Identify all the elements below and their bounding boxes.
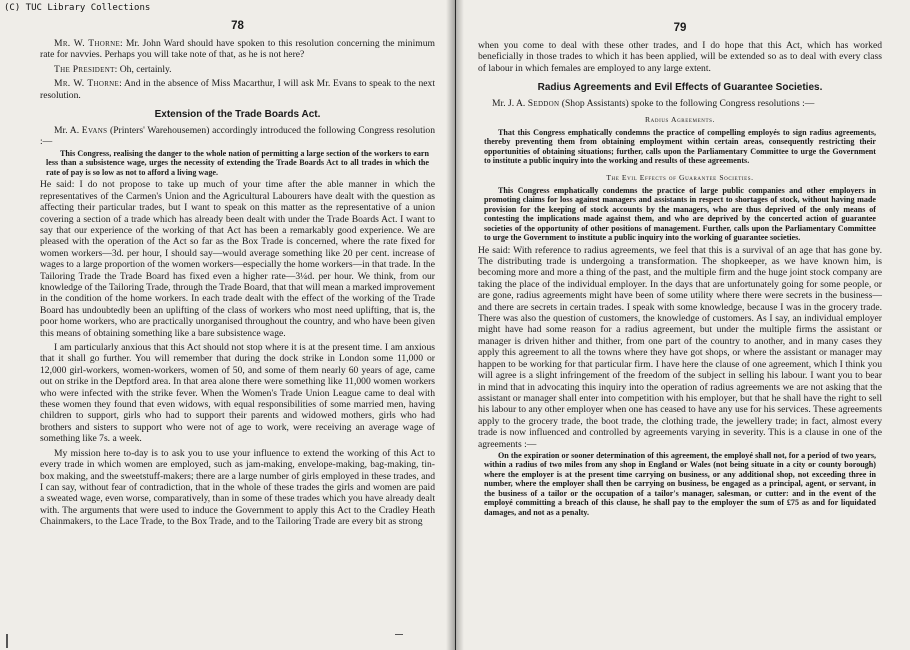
speaker-name: Seddon <box>527 98 560 110</box>
scan-margin-mark <box>395 634 403 635</box>
speaker-name: Mr. W. Thorne <box>54 38 121 49</box>
paragraph-thorne-2 <box>40 78 435 101</box>
paragraph-president <box>40 64 435 75</box>
speaker-prefix: Mr. J. A. <box>492 98 526 110</box>
resolution-radius-agreements: That this Congress emphatically condemns the practice of compelling employés to sign radius agreements, thereby preventing them from obtaining employment within certain areas, consequently restricting their opportunities of obtaining situations; further, calls upon the Parliamentary Committee to urge the Government to institute a public inquiry into the working and results of these agreements. <box>484 127 876 166</box>
agreement-clause-quote: On the expiration or sooner determination of this agreement, the employé shall not, for a period of two years, within a radius of two miles from any shop in England or Wales (not being situate in a city or county borough) where the employer is at the present time carrying on business, or any additional shop, not exceeding three in number, where the employer shall then be carrying on business, be engaged as a principal, agent, or servant, in the business of a tailor or the occupation of a tailor's manager, salesman, or cutter: and in the event of the employé committing a breach of this clause, he shall pay to the employer the sum of £75 as and for liquidated damages, and not as a penalty. <box>484 450 876 517</box>
speaker-name: Evans <box>81 125 108 137</box>
paragraph-text: (Shop Assistants) spoke to the following Congress resolutions :— <box>559 98 815 110</box>
speaker-name: Mr. W. Thorne <box>54 78 120 90</box>
section-heading-trade-boards: Extension of the Trade Boards Act. <box>154 109 321 121</box>
paragraph-text: : Mr. John Ward should have spoken to this resolution concerning the minimum rate for navvies. Perhaps you will take note of that, as he is not here? <box>40 38 435 61</box>
paragraph-text: (Printers' Warehousemen) accordingly introduced the following Congress resolution :— <box>40 125 435 148</box>
copyright-notice: (C) TUC Library Collections <box>4 3 151 13</box>
paragraph-continuation: when you come to deal with these other trades, and I do hope that this Act, which has worked beneficially in those trades to which it has been applied, will be extended so as to deal with every class of labour in which females are employed to any large extent. <box>478 40 882 74</box>
paragraph-text: : And in the absence of Miss Macarthur, I will ask Mr. Evans to speak to the next resolution. <box>40 78 435 101</box>
paragraph-seddon-speech: He said: With reference to radius agreements, we feel that this is a survival of an age that has gone by. The distributing trade is undergoing a transformation. The shopkeeper, as we have known him, is becoming more and more a thing of the past, and the multiple firm and the huge joint stock company are taking the place of the individual employer. In the days that are unfortunately going for some people, or are gone, radius agreements might have been of some utility where there were secrets in the business—and there are secrets in certain trades. I speak with some knowledge, because I was in the grocery trade. There was also the question of customers, the knowledge of customers. As I say, an individual employer might have had some reason for a radius agreement, but under the multiple firms the assistant or manager is driven hither and thither, from one part of the country to another, and in many cases they apply this agreement to all the towns where they have got shops, or where the assistant or manager may happen to be working for that particular firm. I have here the clause of one agreement, which I think you will agree is a slight infringement of the freedom of the subject in selling his labour. I want you to bear in mind that in advocating this inquiry into the operation of radius agreements we are not asking that the assistant or manager shall enter into competition with his employer, but that he shall have the right to sell his labour to any other employer when one has ceased to have any use for his services. These agreements apply to the grocery trade, the boot trade, the clothing trade, the jewellery trade; in fact, almost every trade is now influenced and controlled by agreements varying in severity. This is a clause in one of the agreements :— <box>478 244 882 450</box>
right-page <box>456 0 910 650</box>
paragraph-thorne-1 <box>40 38 435 61</box>
book-gutter-shadow <box>446 0 464 650</box>
speaker-name: The President <box>54 63 115 75</box>
subheading-guarantee-societies: The Evil Effects of Guarantee Societies. <box>606 172 754 182</box>
paragraph-evans-intro <box>40 125 435 148</box>
page-number-78: 78 <box>231 20 244 32</box>
paragraph-seddon-intro <box>478 98 882 109</box>
speaker-prefix: Mr. A. <box>54 125 80 137</box>
paragraph-evans-speech-2: I am particularly anxious that this Act should not stop where it is at the present time. I am anxious that it shall go further. You will remember that during the dock strike in London some 11,000 or 12,000 girl-workers, women-workers, women of 50, and some of them nearly 60 years of age, came out on strike in the Deptford area. In that area alone there were something like 11,000 women workers who were infected with the strike fever. When the Women's Trade Union League came to deal with these women they found that even widows, with equal responsibilities of some married men, having children to support, girls who had to support their parents and widowed mothers, girls who had brothers and sisters to support who were not of age to work, were receiving an average wage of something like 7s. a week. <box>40 342 435 445</box>
subheading-radius-agreements: Radius Agreements. <box>644 114 715 124</box>
paragraph-text: : Oh, certainly. <box>114 63 172 75</box>
resolution-guarantee-societies: This Congress emphatically condemns the practice of large public companies and other employers in promoting claims for loss against managers and assistants in respect to shortages of stock, without having made provision for the keeping of stock accounts by the managers, who are thus deprived of the only means of contesting the implications made against them, and who are deprived by the concerted action of guarantee societies of the opportunity of other positions of management. Further, calls upon the Parliamentary Committee to urge the Government to institute a public inquiry into the working of guarantee societies. <box>484 185 876 243</box>
paragraph-evans-speech-3: My mission here to-day is to ask you to use your influence to extend the working of this Act to every trade in which women are employed, such as jam-making, envelope-making, bag-making, tin-box making, and the sweetstuff-makers; there are a large number of girls employed in these trades, and I can say, without fear of contradiction, that in the whole of these trades the girls and women are paid a sweated wage, even worse, comparatively, than in some of these trades which you have already dealt with. The arguments that were used to induce the Government to apply this Act to the Cradley Heath Chainmakers, to the Lace Trade, to the Box Trade, and to the Tailoring Trade are every bit as strong <box>40 447 435 528</box>
scan-margin-mark <box>6 634 8 648</box>
paragraph-evans-speech-1: He said: I do not propose to take up much of your time after the able manner in which the representatives of the Carmen's Union and the Agricultural Labourers have dealt with the question as affecting their particular trades, but I want to speak on this matter as the representative of a union covering a section of a trade which has already been dealt with under the Trade Boards Act. I want to say that our experience of the working of that Act has been a remarkably good experience. We are pleased with the operation of the Act so far as the Box Trade is concerned, where the rate fixed for women workers—3d. per hour, I should say—would average something like 20 per cent. increase of wages to a large proportion of the women workers—especially the home workers—in that trade. In the Tailoring Trade the Trade Board has fixed even a higher rate—3¼d. per hour. We think, from our knowledge of the Tailoring Trade, through the Trade Board, that that will mean a marked improvement in the condition of the home workers. In each trade dealt with the effect of the working of the Trade Board has undoubtedly been an uplifting of the class of workers who most need uplifting, that is, the poor home workers, who are practically unorganised throughout the country, and who have been given this means of obtaining something like a bare subsistence wage. <box>40 179 435 339</box>
page-number-79: 79 <box>673 22 687 34</box>
section-heading-radius-agreements: Radius Agreements and Evil Effects of Guarantee Societies. <box>537 82 823 94</box>
resolution-trade-boards: This Congress, realising the danger to the whole nation of permitting a large section of the workers to earn less than a subsistence wage, urges the necessity of extending the Trade Boards Act to all trades in which the rate of pay is so low as not to afford a living wage. <box>46 148 429 177</box>
